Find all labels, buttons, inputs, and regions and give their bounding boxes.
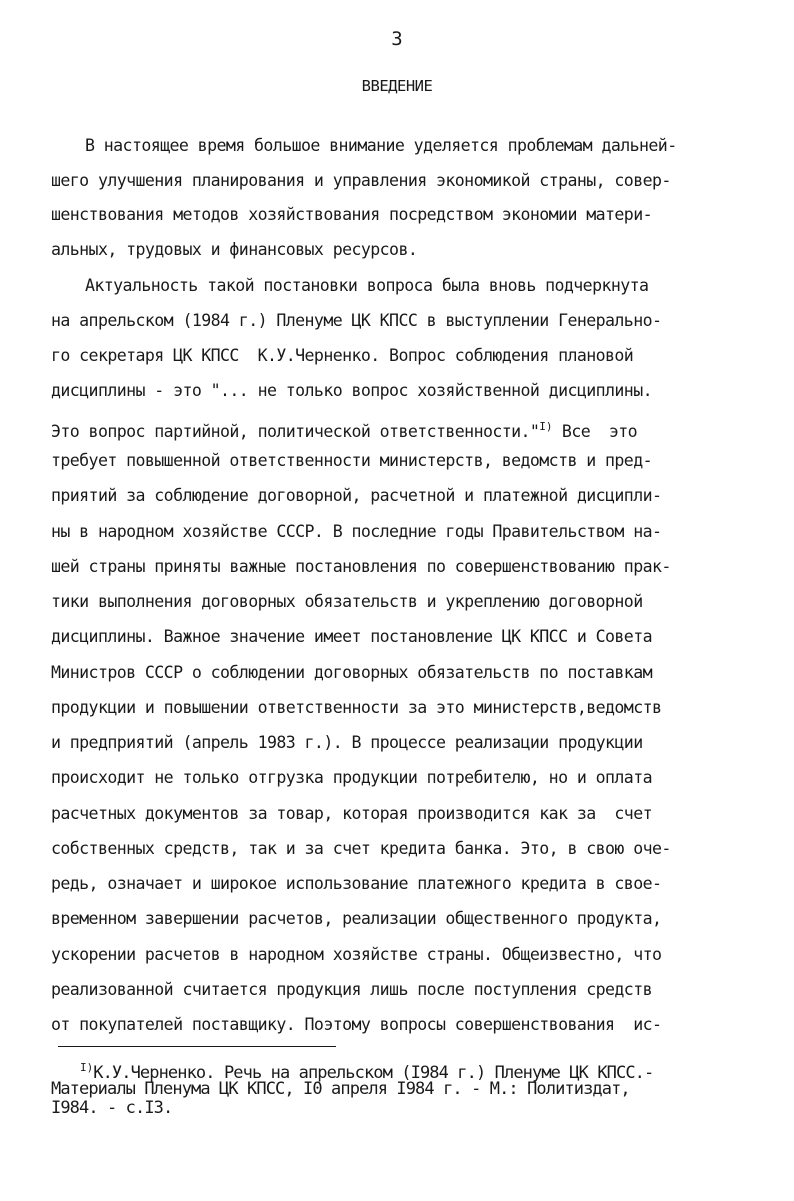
body-line: шего улучшения планирования и управления экономикой страны, совер-: [51, 171, 671, 190]
page-number: 3: [391, 28, 403, 50]
body-line: собственных средств, так и за счет кредита банка. Это, в свою оче-: [51, 839, 671, 858]
section-heading: ВВЕДЕНИЕ: [361, 77, 433, 95]
footnote-separator: [58, 1046, 336, 1047]
body-line: требует повышенной ответственности министерств, ведомств и пред-: [51, 451, 652, 470]
footnote-text: К.У.Черненко. Речь на апрельском (I984 г.) Пленуме ЦК КПСС.-: [93, 1063, 654, 1083]
body-line: и предприятий (апрель 1983 г.). В процессе реализации продукции: [51, 733, 643, 752]
body-line: Актуальность такой постановки вопроса была вновь подчеркнута: [85, 276, 649, 295]
footnote-reference: I): [539, 420, 553, 433]
body-line: на апрельском (1984 г.) Пленуме ЦК КПСС в выступлении Генерально-: [51, 311, 662, 330]
quote-continuation: Все это: [552, 422, 638, 441]
body-line: тики выполнения договорных обязательств и укреплению договорной: [51, 592, 643, 611]
footnote-line: [80, 1058, 654, 1083]
quote-text: Это вопрос партийной, политической ответственности.": [51, 422, 540, 441]
body-line: ны в народном хозяйстве СССР. В последние годы Правительством на-: [51, 522, 662, 541]
body-line: расчетных документов за товар, которая производится как за счет: [51, 804, 652, 823]
body-line: временном завершении расчетов, реализации общественного продукта,: [51, 909, 662, 928]
body-line: дисциплины - это "... не только вопрос хозяйственной дисциплины.: [51, 381, 652, 400]
body-line: продукции и повышении ответственности за это министерств,ведомств: [51, 698, 662, 717]
body-line: Министров СССР о соблюдении договорных обязательств по поставкам: [51, 663, 652, 682]
body-line: реализованной считается продукция лишь после поступления средств: [51, 980, 652, 999]
body-line: В настоящее время большое внимание уделяется проблемам дальней-: [85, 136, 677, 155]
body-line: редь, означает и широкое использование платежного кредита в свое-: [51, 874, 662, 893]
body-line: альных, трудовых и финансовых ресурсов.: [51, 240, 418, 259]
footnote-line: Материалы Пленума ЦК КПСС, I0 апреля I984 г. - М.: Политиздат,: [51, 1079, 630, 1099]
body-line: шей страны приняты важные постановления по совершенствованию прак-: [51, 557, 671, 576]
body-line: приятий за соблюдение договорной, расчетной и платежной дисципли-: [51, 486, 662, 505]
footnote-line: I984. - с.I3.: [51, 1098, 173, 1118]
body-line: ускорении расчетов в народном хозяйстве страны. Общеизвестно, что: [51, 945, 662, 964]
body-line: дисциплины. Важное значение имеет постановление ЦК КПСС и Совета: [51, 627, 652, 646]
body-line: го секретаря ЦК КПСС К.У.Черненко. Вопрос соблюдения плановой: [51, 346, 634, 365]
footnote-marker: I): [80, 1061, 94, 1074]
body-line: происходит не только отгрузка продукции потребителю, но и оплата: [51, 768, 652, 787]
body-line: [51, 412, 637, 442]
body-line: от покупателей поставщику. Поэтому вопросы совершенствования ис-: [51, 1015, 662, 1034]
body-line: шенствования методов хозяйствования посредством экономии матери-: [51, 205, 652, 224]
